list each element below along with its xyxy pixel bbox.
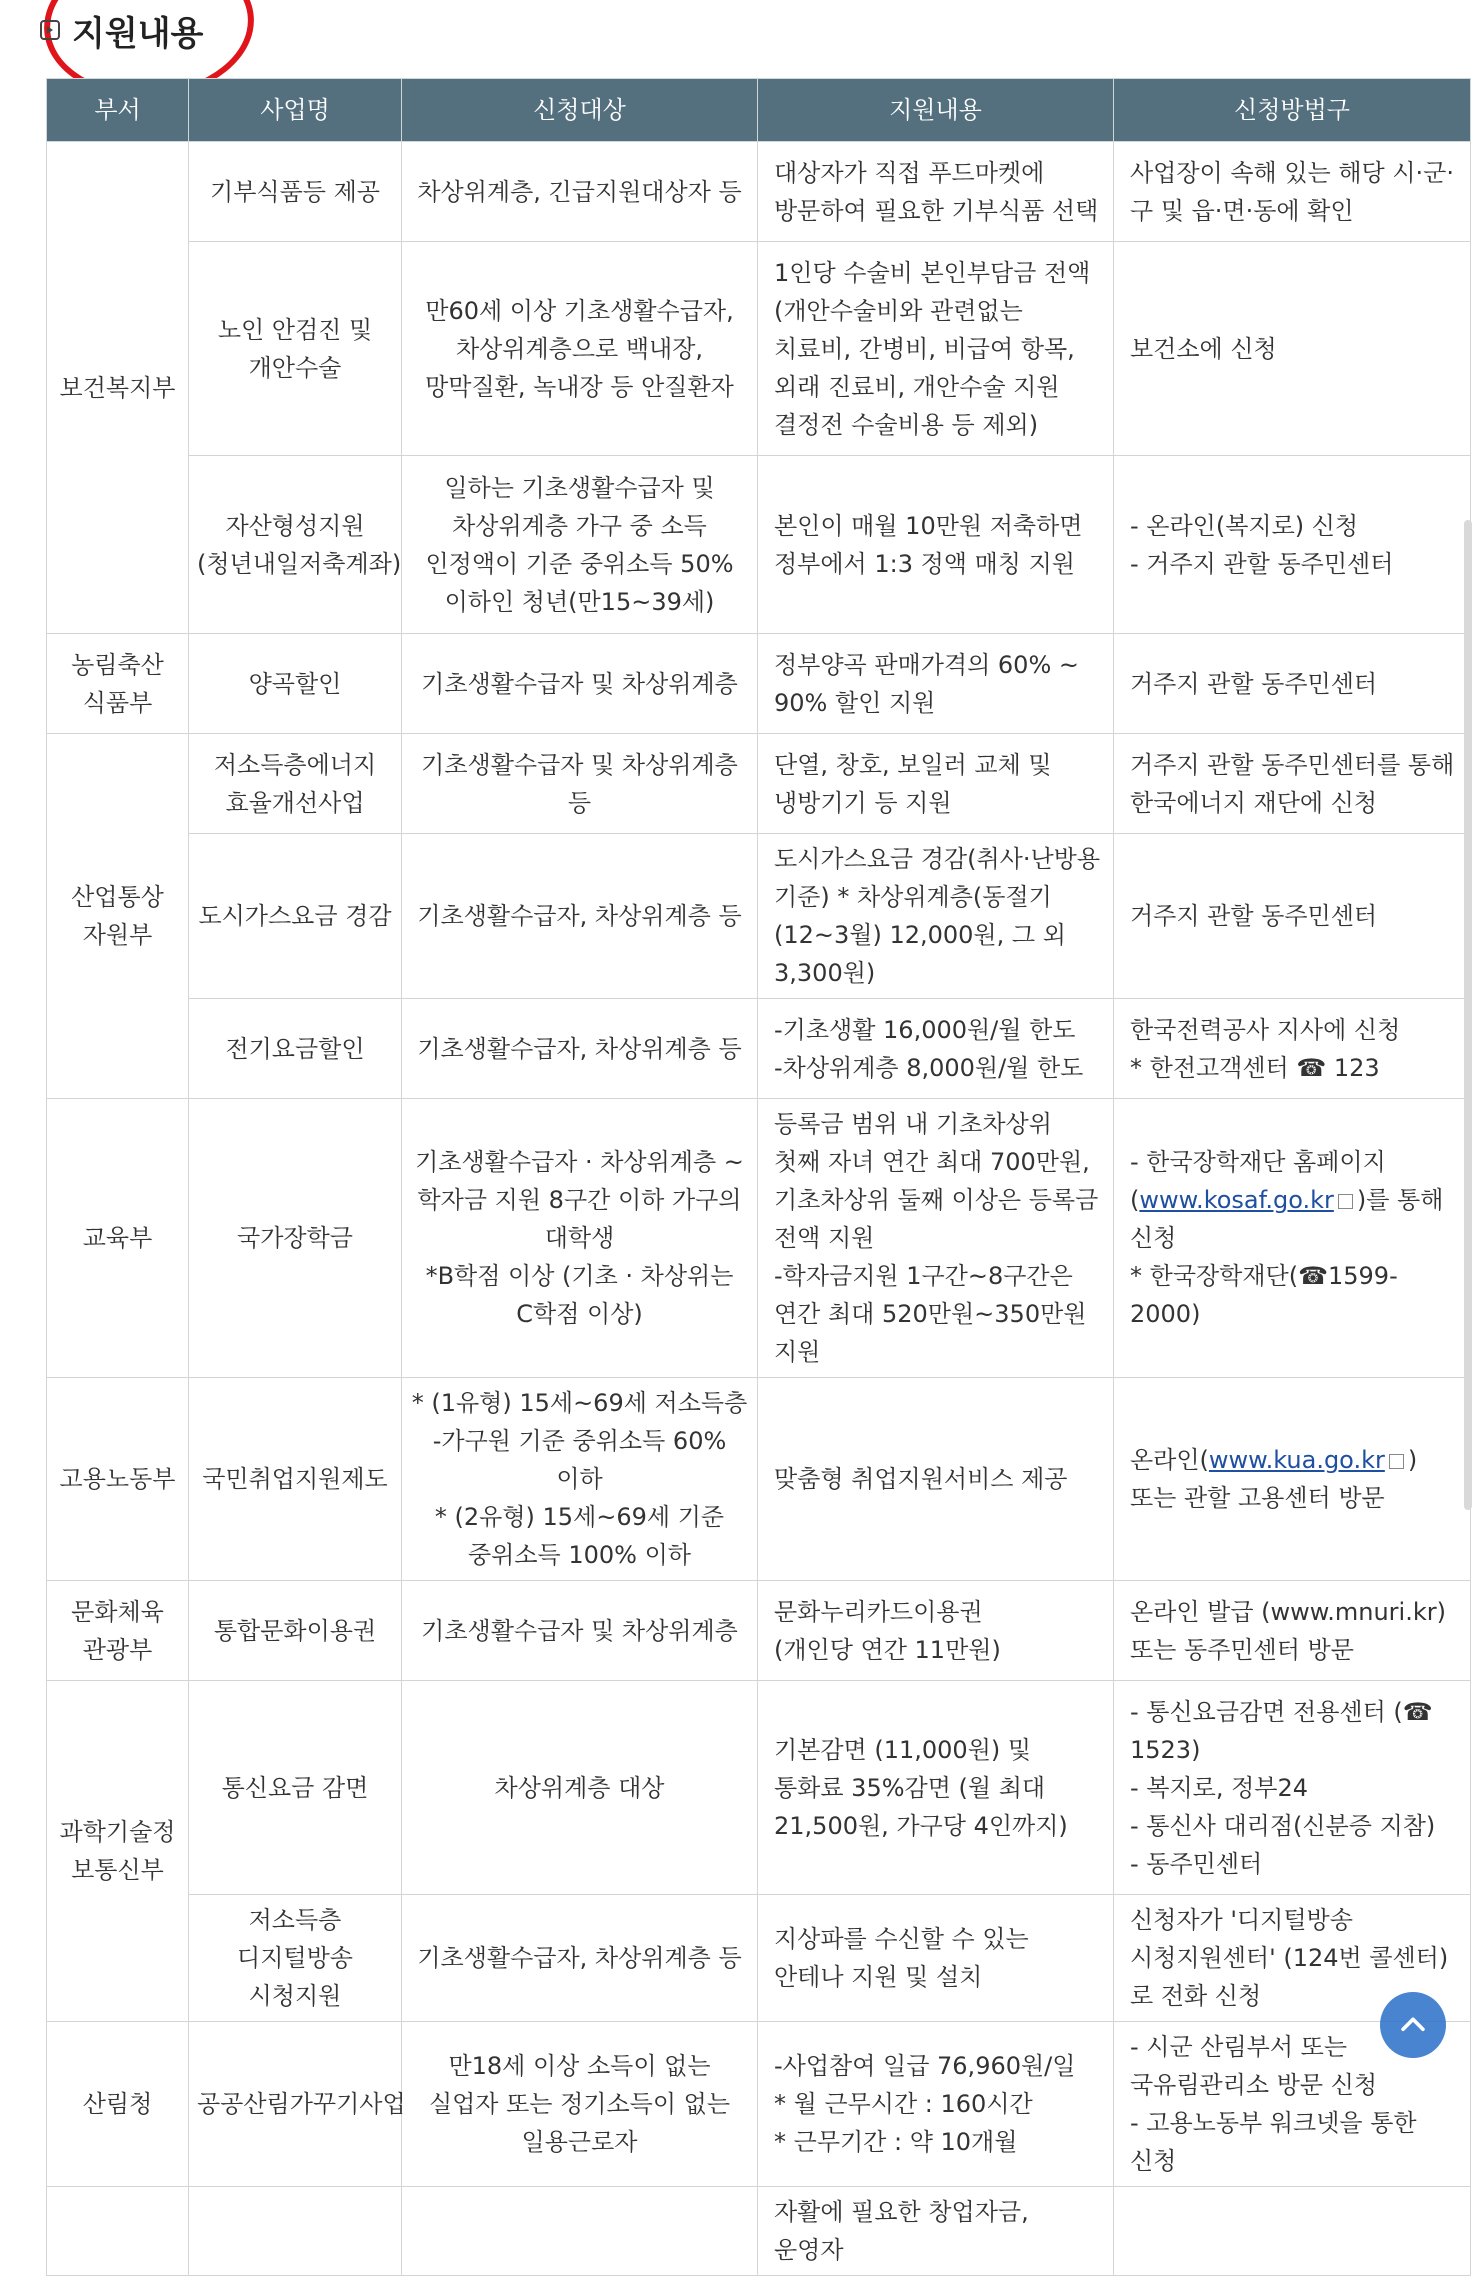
- name-cell: 도시가스요금 경감: [189, 834, 402, 999]
- table-row: [47, 1099, 1471, 1378]
- name-cell: 통합문화이용권: [189, 1581, 402, 1681]
- target-cell: 기초생활수급자, 차상위계층 등: [402, 999, 758, 1099]
- content-cell: -기초생활 16,000원/월 한도 -차상위계층 8,000원/월 한도: [758, 999, 1114, 1099]
- name-cell: [189, 2187, 402, 2276]
- target-cell: 차상위계층 대상: [402, 1681, 758, 1895]
- method-cell: 신청자가 '디지털방송 시청지원센터' (124번 콜센터)로 전화 신청: [1114, 1895, 1471, 2022]
- method-cell: 거주지 관할 동주민센터: [1114, 634, 1471, 734]
- external-link-icon: [1338, 1194, 1353, 1209]
- target-cell: 기초생활수급자 · 차상위계층 ~ 학자금 지원 8구간 이하 가구의 대학생 *B학점 이상 (기초 · 차상위는 C학점 이상): [402, 1099, 758, 1378]
- method-cell: - 통신요금감면 전용센터 (☎ 1523) - 복지로, 정부24 - 통신사 대리점(신분증 지참) - 동주민센터: [1114, 1681, 1471, 1895]
- table-row: [47, 456, 1471, 634]
- method-cell: 한국전력공사 지사에 신청 * 한전고객센터 ☎ 123: [1114, 999, 1471, 1099]
- method-cell: - 온라인(복지로) 신청 - 거주지 관할 동주민센터: [1114, 456, 1471, 634]
- method-cell: 사업장이 속해 있는 해당 시·군·구 및 읍·면·동에 확인: [1114, 142, 1471, 242]
- method-cell: 거주지 관할 동주민센터를 통해 한국에너지 재단에 신청: [1114, 734, 1471, 834]
- dept-cell: [47, 2187, 189, 2276]
- table-row: [47, 142, 1471, 242]
- method-text: - 한국장학재단 홈페이지 (: [1130, 1148, 1386, 1214]
- method-text: )를 통해 신청 * 한국장학재단(☎1599-2000): [1130, 1186, 1444, 1328]
- header-content: 지원내용: [758, 79, 1114, 142]
- target-cell: 기초생활수급자 및 차상위계층 등: [402, 734, 758, 834]
- dept-cell: 과학기술정 보통신부: [47, 1681, 189, 2022]
- table-row: [47, 2187, 1471, 2276]
- content-cell: 대상자가 직접 푸드마켓에 방문하여 필요한 기부식품 선택: [758, 142, 1114, 242]
- header-method: 신청방법구: [1114, 79, 1471, 142]
- content-cell: 등록금 범위 내 기초차상위 첫째 자녀 연간 최대 700만원, 기초차상위 둘째 이상은 등록금 전액 지원 -학자금지원 1구간~8구간은 연간 최대 520만원~350만원 지원: [758, 1099, 1114, 1378]
- scrollbar[interactable]: [1464, 520, 1472, 1510]
- support-table: [46, 78, 1471, 2276]
- content-cell: 기본감면 (11,000원) 및 통화료 35%감면 (월 최대 21,500원, 가구당 4인까지): [758, 1681, 1114, 1895]
- name-cell: 국가장학금: [189, 1099, 402, 1378]
- dept-cell: 보건복지부: [47, 142, 189, 634]
- content-cell: 1인당 수술비 본인부담금 전액(개안수술비와 관련없는 치료비, 간병비, 비급여 항목, 외래 진료비, 개안수술 지원 결정전 수술비용 등 제외): [758, 242, 1114, 456]
- target-cell: 만60세 이상 기초생활수급자, 차상위계층으로 백내장, 망막질환, 녹내장 등 안질환자: [402, 242, 758, 456]
- name-cell: 전기요금할인: [189, 999, 402, 1099]
- target-cell: 기초생활수급자 및 차상위계층: [402, 634, 758, 734]
- method-cell: [1114, 1378, 1471, 1581]
- dept-cell: 산업통상 자원부: [47, 734, 189, 1099]
- name-cell: 국민취업지원제도: [189, 1378, 402, 1581]
- method-cell: - 시군 산림부서 또는 국유림관리소 방문 신청 - 고용노동부 워크넷을 통한 신청: [1114, 2022, 1471, 2187]
- content-cell: 맞춤형 취업지원서비스 제공: [758, 1378, 1114, 1581]
- target-cell: 기초생활수급자, 차상위계층 등: [402, 1895, 758, 2022]
- header-target: 신청대상: [402, 79, 758, 142]
- target-cell: * (1유형) 15세~69세 저소득층 -가구원 기준 중위소득 60% 이하 * (2유형) 15세~69세 기준 중위소득 100% 이하: [402, 1378, 758, 1581]
- target-cell: 만18세 이상 소득이 없는 실업자 또는 정기소득이 없는 일용근로자: [402, 2022, 758, 2187]
- method-cell: [1114, 1099, 1471, 1378]
- kua-link[interactable]: www.kua.go.kr: [1208, 1446, 1385, 1474]
- method-cell: 거주지 관할 동주민센터: [1114, 834, 1471, 999]
- name-cell: 자산형성지원 (청년내일저축계좌): [189, 456, 402, 634]
- name-cell: 저소득층에너지 효율개선사업: [189, 734, 402, 834]
- table-row: [47, 1681, 1471, 1895]
- table-row: [47, 999, 1471, 1099]
- content-cell: 도시가스요금 경감(취사·난방용 기준) * 차상위계층(동절기(12~3월) 12,000원, 그 외 3,300원): [758, 834, 1114, 999]
- method-cell: [1114, 2187, 1471, 2276]
- kosaf-link[interactable]: www.kosaf.go.kr: [1139, 1186, 1334, 1214]
- section-title: 지원내용: [72, 13, 204, 54]
- chevron-up-icon: [1396, 2008, 1430, 2042]
- external-link-icon: [1389, 1454, 1404, 1469]
- header-dept: 부서: [47, 79, 189, 142]
- name-cell: 양곡할인: [189, 634, 402, 734]
- method-cell: 보건소에 신청: [1114, 242, 1471, 456]
- name-cell: 노인 안검진 및 개안수술: [189, 242, 402, 456]
- table-row: [47, 634, 1471, 734]
- name-cell: 기부식품등 제공: [189, 142, 402, 242]
- name-cell: 공공산림가꾸기사업: [189, 2022, 402, 2187]
- dept-cell: 농림축산 식품부: [47, 634, 189, 734]
- content-cell: 지상파를 수신할 수 있는 안테나 지원 및 설치: [758, 1895, 1114, 2022]
- target-cell: 기초생활수급자 및 차상위계층: [402, 1581, 758, 1681]
- table-header-row: [47, 79, 1471, 142]
- table-row: [47, 1895, 1471, 2022]
- target-cell: 일하는 기초생활수급자 및 차상위계층 가구 중 소득 인정액이 기준 중위소득 50% 이하인 청년(만15~39세): [402, 456, 758, 634]
- scroll-to-top-button[interactable]: [1380, 1992, 1446, 2058]
- method-text: 온라인(: [1130, 1446, 1209, 1474]
- table-row: [47, 242, 1471, 456]
- target-cell: 기초생활수급자, 차상위계층 등: [402, 834, 758, 999]
- content-cell: 정부양곡 판매가격의 60% ~ 90% 할인 지원: [758, 634, 1114, 734]
- dept-cell: 산림청: [47, 2022, 189, 2187]
- content-cell: 문화누리카드이용권 (개인당 연간 11만원): [758, 1581, 1114, 1681]
- content-cell: 단열, 창호, 보일러 교체 및 냉방기기 등 지원: [758, 734, 1114, 834]
- table-row: [47, 1581, 1471, 1681]
- method-cell: 온라인 발급 (www.mnuri.kr) 또는 동주민센터 방문: [1114, 1581, 1471, 1681]
- target-cell: 차상위계층, 긴급지원대상자 등: [402, 142, 758, 242]
- content-cell: 자활에 필요한 창업자금, 운영자: [758, 2187, 1114, 2276]
- dept-cell: 문화체육 관광부: [47, 1581, 189, 1681]
- name-cell: 통신요금 감면: [189, 1681, 402, 1895]
- header-name: 사업명: [189, 79, 402, 142]
- dept-cell: 고용노동부: [47, 1378, 189, 1581]
- content-cell: -사업참여 일급 76,960원/일 * 월 근무시간 : 160시간 * 근무기간 : 약 10개월: [758, 2022, 1114, 2187]
- table-row: [47, 2022, 1471, 2187]
- content-cell: 본인이 매월 10만원 저축하면 정부에서 1:3 정액 매칭 지원: [758, 456, 1114, 634]
- section-header: [40, 4, 203, 56]
- table-row: [47, 834, 1471, 999]
- section-bullet-icon: [40, 20, 60, 40]
- name-cell: 저소득층 디지털방송 시청지원: [189, 1895, 402, 2022]
- dept-cell: 교육부: [47, 1099, 189, 1378]
- table-row: [47, 1378, 1471, 1581]
- target-cell: [402, 2187, 758, 2276]
- method-text: ) 또는 관할 고용센터 방문: [1130, 1446, 1418, 1512]
- table-row: [47, 734, 1471, 834]
- support-table-container: [46, 78, 1470, 2276]
